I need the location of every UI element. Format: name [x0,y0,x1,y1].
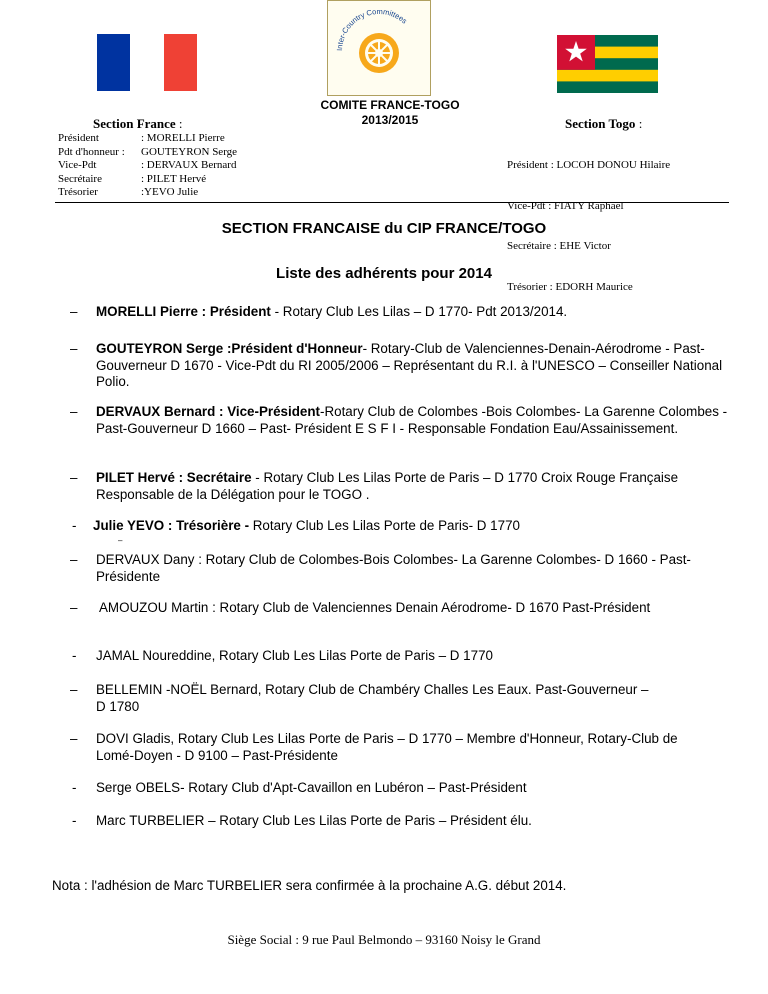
member-details: Serge OBELS- Rotary Club d'Apt-Cavaillon en Lubéron – Past-Président [96,780,527,795]
list-bullet: – [70,600,78,615]
list-item [96,682,656,715]
list-item [96,341,736,391]
togo-section-colon: : [635,116,643,131]
rotary-wheel-icon [328,1,430,95]
list-bullet: - [72,518,77,533]
list-item [99,600,719,617]
list-bullet: – [70,470,78,485]
officer-name: :YEVO Julie [141,186,199,198]
officer-role: Secrétaire [58,172,102,185]
list-item [96,731,696,764]
france-section-label: Section France [93,116,176,131]
togo-flag [557,35,658,93]
officer-name: : PILET Hervé [141,172,207,185]
list-item [96,648,736,665]
flag-stripe-white [130,34,163,91]
note: Nota : l'adhésion de Marc TURBELIER sera confirmée à la prochaine A.G. début 2014. [52,878,567,893]
member-details: - Rotary Club Les Lilas Porte de Paris – D 1770 Croix Rouge Française Responsable de la Délégation pour le TOGO . [96,470,679,502]
togo-officer-row: Vice-Pdt : FIATY Raphaël [507,199,624,212]
member-name: GOUTEYRON Serge :Président d'Honneur [96,341,363,356]
list-bullet: - [72,648,77,663]
togo-officer-row: Secrétaire : EHE Victor [507,240,611,252]
rotary-logo [327,0,431,96]
list-bullet: – [70,341,78,356]
officer-name: GOUTEYRON Serge [141,145,238,158]
header-divider [55,202,729,203]
france-section-title [93,116,183,132]
member-details: AMOUZOU Martin : Rotary Club de Valenciennes Denain Aérodrome- D 1670 Past-Président [99,600,651,615]
officer-name: : MORELLI Pierre [141,132,225,144]
togo-officer-row: Président : LOCOH DONOU Hilaire [507,159,671,171]
france-officer-row [58,132,237,146]
list-bullet: – [70,304,78,319]
france-officer-row [58,146,237,160]
member-details: -Rotary Club de Colombes -Bois Colombes- La Garenne Colombes -Past-Gouverneur D 1660 – Past- Président E S F I - Responsable Fondation Eau/Assainissement. [96,404,728,436]
member-details: - Rotary Club Les Lilas – D 1770- Pdt 2013/2014. [270,304,568,319]
togo-section-title [565,116,642,132]
list-bullet: - [72,813,77,828]
list-item [96,813,736,830]
france-officer-row [58,186,237,200]
officer-role: Trésorier [58,186,98,198]
list-item [96,470,736,503]
footer-address: Siège Social : 9 rue Paul Belmondo – 93160 Noisy le Grand [227,932,541,947]
officer-role: Pdt d'honneur : [58,145,125,158]
flag-stripe-red [164,34,197,91]
list-item [96,404,736,437]
list-bullet: – [70,552,78,567]
logo-text: Inter-Country Committees [334,6,409,52]
member-name: MORELLI Pierre : Président [96,304,271,319]
list-bullet: – [70,731,78,746]
list-bullet: – [70,682,78,697]
committee-header [300,98,480,128]
list-item [93,518,733,535]
officer-name: : DERVAUX Bernard [141,159,237,171]
member-name: PILET Hervé : Secrétaire [96,470,252,485]
member-name: DERVAUX Bernard : Vice-Président [96,404,320,419]
member-details: Rotary Club Les Lilas Porte de Paris- D 1770 [252,518,520,533]
france-officers [58,132,237,200]
member-details: JAMAL Noureddine, Rotary Club Les Lilas Porte de Paris – D 1770 [96,648,493,663]
list-title: Liste des adhérents pour 2014 [276,265,492,282]
france-flag [97,34,197,91]
officer-role: Président [58,132,99,144]
committee-years: 2013/2015 [361,113,419,127]
list-bullet: – [70,404,78,419]
member-details: DOVI Gladis, Rotary Club Les Lilas Porte de Paris – D 1770 – Membre d'Honneur, Rotary-Club de Lomé-Doyen - D 9100 – Past-Présidente [96,731,678,763]
member-details: - Rotary-Club de Valenciennes-Denain-Aérodrome - Past-Gouverneur D 1670 - Vice-Pdt du RI 2005/2006 – Représentant du R.I. à l'UNESCO – Conseiller National Polio. [96,341,723,389]
member-name: Julie YEVO : Trésorière - [93,518,253,533]
togo-section-label: Section Togo [565,116,636,131]
list-item [96,304,736,321]
committee-title: COMITE FRANCE-TOGO [320,98,460,112]
stray-dash: – [118,536,123,545]
member-details: DERVAUX Dany : Rotary Club de Colombes-Bois Colombes- La Garenne Colombes- D 1660 - Past-Présidente [96,552,691,584]
france-officer-row [58,159,237,173]
list-bullet: - [72,780,77,795]
member-details: BELLEMIN -NOËL Bernard, Rotary Club de Chambéry Challes Les Eaux. Past-Gouverneur – D 1780 [96,682,649,714]
member-details: Marc TURBELIER – Rotary Club Les Lilas Porte de Paris – Président élu. [96,813,532,828]
list-item [96,552,736,585]
france-section-colon: : [175,116,183,131]
officer-role: Vice-Pdt [58,159,97,171]
france-officer-row [58,173,237,187]
list-item [96,780,736,797]
flag-stripe-blue [97,34,130,91]
page-title: SECTION FRANCAISE du CIP FRANCE/TOGO [221,220,547,237]
togo-officer-row: Trésorier : EDORH Maurice [507,280,633,293]
